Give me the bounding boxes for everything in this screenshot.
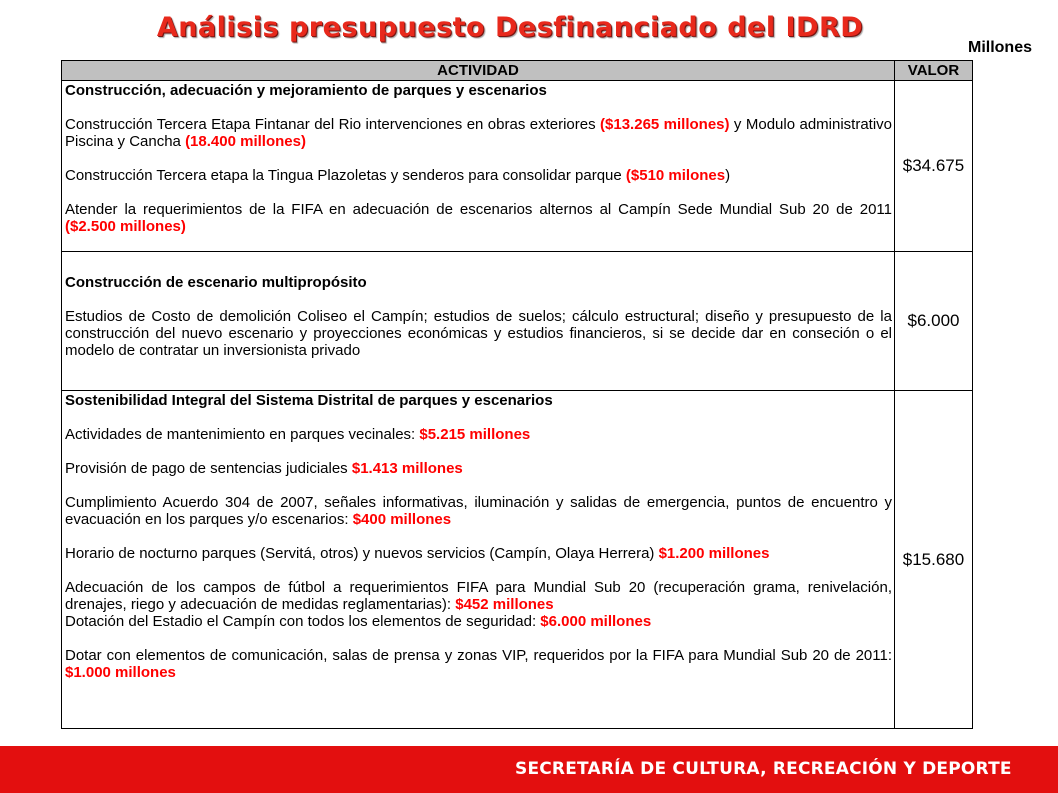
activity-item — [65, 167, 892, 184]
item-text: Estudios de Costo de demolición Coliseo el Campín; estudios de suelos; cálculo estructural; diseño y presupuesto de la construcción del nuevo escenario y proyecciones económicas y estudios financieros, si se decide dar en conseción o el modelo de contratar un inversionista privado — [65, 308, 892, 359]
item-amount: $5.215 millones — [419, 426, 531, 443]
item-amount: $6.000 millones — [540, 613, 652, 630]
activity-item — [65, 201, 892, 235]
table-row — [62, 81, 973, 252]
item-text: Actividades de mantenimiento en parques vecinales: — [65, 426, 420, 443]
item-amount: (18.400 millones) — [185, 133, 306, 150]
value-cell: $34.675 — [895, 81, 973, 252]
table-row — [62, 391, 973, 729]
item-text: Construcción Tercera etapa la Tingua Plazoletas y senderos para consolidar parque — [65, 167, 626, 184]
header-value: VALOR — [895, 61, 973, 81]
activity-cell — [62, 81, 895, 252]
units-label: Millones — [967, 39, 1032, 56]
item-amount: $400 millones — [352, 511, 452, 528]
section-title: Construcción de escenario multipropósito — [65, 274, 367, 291]
item-amount: ($2.500 millones) — [65, 218, 186, 235]
item-amount: ($510 milones — [625, 167, 726, 184]
item-amount: $452 millones — [455, 596, 554, 613]
item-text: y Modulo administrativo Piscina y Cancha — [65, 116, 893, 150]
item-text: ) — [725, 167, 731, 184]
activity-item — [65, 494, 892, 528]
item-amount: $1.000 millones — [65, 664, 176, 681]
header-activity: ACTIVIDAD — [62, 61, 895, 81]
activity-item — [65, 613, 892, 630]
item-text: Provisión de pago de sentencias judiciales — [65, 460, 352, 477]
table-header-row — [62, 61, 973, 81]
budget-table — [61, 60, 973, 729]
item-amount: $1.413 millones — [351, 460, 463, 477]
item-text: Dotar con elementos de comunicación, salas de prensa y zonas VIP, requeridos por la FIFA para Mundial Sub 20 de 2011: — [65, 647, 892, 664]
activity-item — [65, 116, 892, 150]
activity-item — [65, 426, 892, 443]
page-title: Análisis presupuesto Desfinanciado del IDRD — [156, 12, 864, 43]
footer-org-name: SECRETARÍA DE CULTURA, RECREACIÓN Y DEPORTE — [515, 759, 1012, 779]
footer-bar — [0, 746, 1058, 793]
activity-item — [65, 308, 892, 359]
value-cell: $6.000 — [895, 252, 973, 391]
item-text: Construcción Tercera Etapa Fintanar del Rio intervenciones en obras exteriores — [65, 116, 601, 133]
activity-item — [65, 545, 892, 562]
table-row — [62, 252, 973, 391]
activity-item — [65, 579, 892, 613]
activity-item — [65, 647, 892, 681]
activity-cell — [62, 252, 895, 391]
item-text: Cumplimiento Acuerdo 304 de 2007, señales informativas, iluminación y salidas de emergencia, puntos de encuentro y evacuación en los parques y/o escenarios: — [65, 494, 892, 528]
section-title: Sostenibilidad Integral del Sistema Distrital de parques y escenarios — [65, 392, 553, 409]
value-cell: $15.680 — [895, 391, 973, 729]
activity-item — [65, 460, 892, 477]
section-title: Construcción, adecuación y mejoramiento de parques y escenarios — [65, 82, 547, 99]
item-text: Horario de nocturno parques (Servitá, otros) y nuevos servicios (Campín, Olaya Herrera) — [65, 545, 659, 562]
activity-cell — [62, 391, 895, 729]
item-amount: $1.200 millones — [658, 545, 770, 562]
item-amount: ($13.265 millones) — [600, 116, 730, 133]
item-text: Dotación del Estadio el Campín con todos los elementos de seguridad: — [65, 613, 541, 630]
item-text: Atender la requerimientos de la FIFA en adecuación de escenarios alternos al Campín Sede Mundial Sub 20 de 2011 — [65, 201, 892, 218]
item-text: Adecuación de los campos de fútbol a requerimientos FIFA para Mundial Sub 20 (recuperación grama, renivelación, drenajes, riego y adecuación de medidas reglamentarias): — [65, 579, 892, 613]
